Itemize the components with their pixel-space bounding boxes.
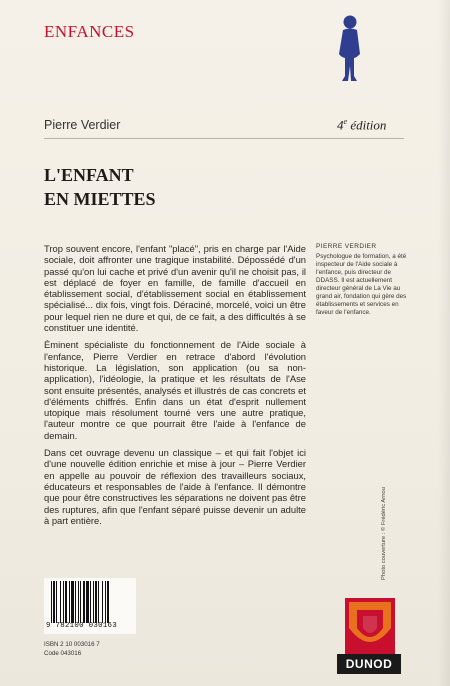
- blurb-paragraph: Éminent spécialiste du fonctionnement de l'Aide sociale à l'enfance, Pierre Verdier en retrace d'abord l'évolution historique. La législation, son application (ou sa non-application), l'idéologie, la pratique et les résultats de l'Ase sont ensuite présentés, analysés et illustrés de cas concrets et d'éléments chiffrés. Enfin dans un état d'esprit nullement utopique mais résolument tourné vers une autre pratique, l'auteur montre ce que pourrait être l'aide à l'enfance de demain.: [44, 339, 306, 441]
- title-line-2: EN MIETTES: [44, 189, 156, 209]
- spine-shadow: [438, 0, 450, 686]
- dunod-logo-icon: [345, 598, 395, 654]
- blurb-paragraph: Trop souvent encore, l'enfant "placé", pris en charge par l'Aide sociale, doit affronter une tragique instabilité. Dépossédé d'un passé qu'on lui cache et privé d'un avenir qu'il ne choisit pas, il est déplacé de foyer en famille, de famille d'accueil en établissement social, d'établissement social en établissement spécialisé... dix fois, vingt fois. Déraciné, morcelé, voici un être pour lequel rien ne dure et qui, de ce fait, a des difficultés à se constituer une identité.: [44, 243, 306, 334]
- child-silhouette-icon: [336, 14, 362, 84]
- bio-text: Psychologue de formation, a été inspecteur de l'Aide sociale à l'enfance, puis directeur de DDASS. Il est actuellement directeur général de La Vie au grand air, fondation qui gère des établissements et services en faveur de l'enfance.: [316, 253, 407, 316]
- author-bio: [316, 243, 414, 317]
- product-code: Code 043016: [44, 650, 82, 657]
- photo-credit: Photo couverture : © Frédéric Arnou: [381, 487, 387, 580]
- author-name: Pierre Verdier: [44, 118, 121, 132]
- title-line-1: L'ENFANT: [44, 165, 134, 185]
- isbn: ISBN 2 10 003016 7: [44, 641, 100, 648]
- barcode: [44, 578, 136, 634]
- publisher-name: DUNOD: [337, 654, 401, 674]
- barcode-number: 9 782100 030163: [46, 622, 118, 630]
- book-title: [44, 163, 156, 211]
- blurb: [44, 243, 306, 532]
- barcode-icon: [50, 581, 132, 623]
- series-title: ENFANCES: [44, 22, 135, 41]
- publisher-logo: [337, 598, 401, 676]
- edition-label: 4e édition: [337, 117, 387, 133]
- bio-name: PIERRE VERDIER: [316, 243, 377, 250]
- divider: [44, 138, 404, 139]
- blurb-paragraph: Dans cet ouvrage devenu un classique – et qui fait l'objet ici d'une nouvelle édition enrichie et mise à jour – Pierre Verdier en appelle au pouvoir de réflexion des travailleurs sociaux, éducateurs et responsables de l'aide à l'enfance. Il démontre que pour être constructives les séparations ne doivent pas être des ruptures, afin que l'enfant séparé puisse devenir un adulte à part entière.: [44, 447, 306, 526]
